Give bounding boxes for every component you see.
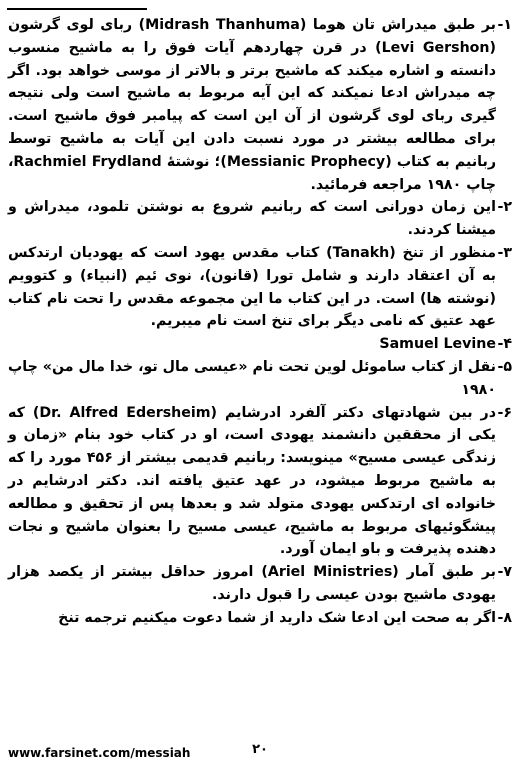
footnote-5 bbox=[8, 356, 512, 402]
footnote-3 bbox=[8, 242, 512, 333]
footnotes bbox=[8, 14, 512, 630]
page-number: ۲۰ bbox=[252, 742, 268, 757]
footnote-number: ۷- bbox=[497, 564, 512, 581]
footnote-number: ۴- bbox=[497, 336, 512, 353]
footnote-4 bbox=[8, 333, 512, 356]
footnote-number: ۲- bbox=[497, 199, 512, 216]
footnote-text: منظور از تنخ (Tanakh) کتاب مقدس یهود است که یهودیان ارتدکس به آن اعتقاد دارند و شامل تورا (قانون)، نوی ئیم (انبیاء) و کتوویم (نوشته ها) است. در این کتاب ما این مجموعه مقدس را تحت نام کتاب عهد عتیق که نامی دیگر برای تنخ است نام میبریم. bbox=[8, 244, 496, 330]
footnote-number: ۵- bbox=[497, 358, 512, 375]
footnote-number: ۶- bbox=[497, 404, 512, 421]
footnote-text: اگر به صحت این ادعا شک دارید از شما دعوت میکنیم ترجمه تنخ bbox=[58, 609, 496, 626]
footnote-1 bbox=[8, 14, 512, 196]
footnote-number: ۱- bbox=[497, 17, 512, 33]
footnote-6 bbox=[8, 402, 512, 562]
footnote-text: در بین شهادتهای دکتر آلفرد ادرشایم (Dr. Alfred Edersheim) که یکی از محققین دانشمند یهودی است، او در کتاب خود بنام «زمان و زندگی عیسی مسیح» مینویسد: ربانیم قدیمی بیشتر از ۴۵۶ مورد را که به ماشیح مربوط میشود، در عهد عتیق یافته اند. دکتر ادرشایم در خانواده ای ارتدکس یهودی متولد شد و بعدها پس از تحقیق و مطالعه پیشگوئیهای مربوط به ماشیح، عیسی مسیح را بعنوان ماشیح و نجات دهنده پذیرفت و باو ایمان آورد. bbox=[8, 404, 496, 558]
footnote-7 bbox=[8, 561, 512, 607]
footnote-text: این زمان دورانی است که ربانیم شروع به نوشتن تلمود، میدراش و میشنا کردند. bbox=[8, 199, 496, 239]
footnote-8 bbox=[8, 607, 512, 630]
footnote-number: ۳- bbox=[497, 244, 512, 261]
footnote-text: بر طبق میدراش تان هوما (Midrash Thanhuma) ربای لوی گرشون (Levi Gershon) در قرن چهاردهم آیات فوق را به ماشیح منسوب دانسته و اشاره میکند که ماشیح برتر و بالاتر از موسی خواهد بود. اگر چه میدراش ادعا نمیکند که این آیه مربوط به ماشیح است ولی نتیجه گیری ربای لوی گرشون از آن این است که پیامبر فوق ماشیح است. برای مطالعه بیشتر در مورد نسبت دادن این آیات به ماشیح توسط ربانیم به کتاب (Messianic Prophecy)؛ نوشتهٔ Rachmiel Frydland، چاپ ۱۹۸۰ مراجعه فرمائید. bbox=[8, 17, 497, 193]
footnote-text: نقل از کتاب ساموئل لوین تحت نام «عیسی مال تو، خدا مال من» چاپ ۱۹۸۰ bbox=[8, 358, 496, 398]
footnote-text: بر طبق آمار (Ariel Ministries) امروز حداقل بیشتر از یکصد هزار یهودی ماشیح بودن عیسی را قبول دارند. bbox=[8, 564, 497, 603]
footnote-text: Samuel Levine bbox=[379, 336, 496, 353]
footnote-number: ۸- bbox=[497, 609, 512, 626]
top-rule bbox=[7, 8, 147, 10]
site-url: www.farsinet.com/messiah bbox=[8, 746, 191, 760]
footnote-2 bbox=[8, 196, 512, 242]
